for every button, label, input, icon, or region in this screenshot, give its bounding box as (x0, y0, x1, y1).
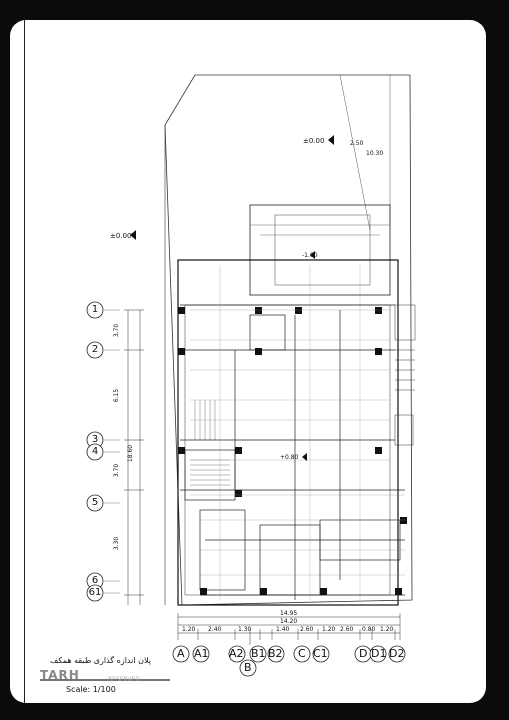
dim-col-4: 1.40 (276, 626, 290, 633)
row-axis-2: 2 (91, 344, 99, 355)
col-axis-B1: B1 (251, 647, 266, 660)
dim-top: 2.50 (350, 140, 364, 147)
dim-row-3: 3.70 (113, 463, 121, 478)
row-axis-1: 1 (91, 304, 99, 315)
level-label-top: ±0.00 (303, 137, 325, 145)
drawing-title: پلان اندازه گذاری طبقه همکف (50, 656, 151, 665)
row-axis-3: 3 (91, 434, 99, 445)
col-axis-A1: A1 (194, 647, 209, 660)
level-label-main: +0.80 (280, 454, 299, 461)
level-label-basement: -1.00 (302, 252, 318, 259)
col-axis-B2: B2 (268, 647, 283, 660)
dim-row-4: 3.30 (113, 536, 121, 551)
level-label-left: ±0.00 (110, 232, 132, 240)
col-axis-D1: D1 (371, 647, 387, 660)
dim-col-9: 1.20 (380, 626, 394, 633)
col-axis-D: D (359, 647, 368, 660)
level-markers (130, 135, 334, 461)
rights-watermark: RESERVED (108, 676, 140, 683)
drawing-sheet (10, 20, 486, 703)
dim-col-1: 1.20 (182, 626, 196, 633)
dim-row-total: 18.60 (127, 444, 135, 463)
dim-total-width-2: 14.20 (280, 618, 298, 625)
col-axis-C1: C1 (313, 647, 328, 660)
dim-row-2: 6.15 (113, 388, 121, 403)
dim-top-2: 10.30 (366, 150, 384, 157)
row-axis-5: 5 (91, 497, 99, 508)
row-axis-6: 6 (91, 575, 99, 586)
row-axis-leaders (104, 310, 120, 593)
drawing-scale: Scale: 1/100 (66, 685, 116, 694)
top-block (250, 205, 390, 295)
dimension-lines (190, 265, 405, 600)
col-axis-C: C (298, 647, 306, 660)
dim-col-7: 2.60 (340, 626, 354, 633)
partitions (180, 305, 405, 600)
dim-total-width: 14.95 (280, 610, 298, 617)
col-axis-A: A (177, 647, 185, 660)
col-axis-B: B (244, 661, 252, 674)
building-outline (178, 260, 398, 605)
col-axis-D2: D2 (389, 647, 405, 660)
dim-col-6: 1.20 (322, 626, 336, 633)
dim-col-8: 0.80 (362, 626, 376, 633)
dim-row-1: 3.70 (113, 323, 121, 338)
dim-col-5: 2.60 (300, 626, 314, 633)
row-axis-61: 61 (88, 587, 102, 598)
dim-col-3: 1.30 (238, 626, 252, 633)
row-axis-4: 4 (91, 446, 99, 457)
dim-col-2: 2.40 (208, 626, 222, 633)
stair-treads (190, 400, 230, 485)
brand-watermark: TARH (40, 668, 80, 682)
col-axis-A2: A2 (229, 647, 244, 660)
floor-plan-drawing (10, 20, 486, 703)
